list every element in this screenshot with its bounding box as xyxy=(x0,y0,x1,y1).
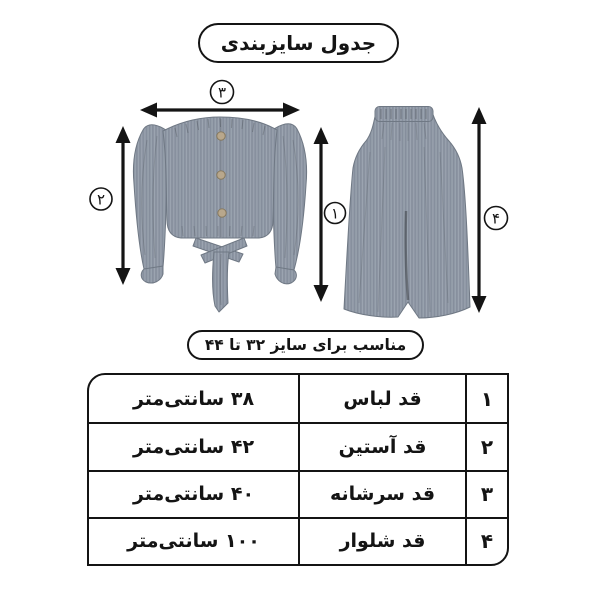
size-range-badge xyxy=(187,330,424,360)
page-title: جدول سایزبندی xyxy=(220,31,377,55)
blouse-button xyxy=(217,171,225,179)
blouse-left-sleeve xyxy=(133,125,168,269)
measure-circle-1 xyxy=(325,203,346,224)
row-number: ۴ xyxy=(465,519,507,564)
measure-circle-4 xyxy=(485,207,508,230)
measure-arrow-4 xyxy=(472,107,487,313)
measurement-name: قد سرشانه xyxy=(298,472,465,517)
table-row xyxy=(89,375,507,422)
size-range-text: مناسب برای سایز ۳۲ تا ۴۴ xyxy=(204,336,407,354)
pants-waistband xyxy=(375,107,433,122)
garment-diagram xyxy=(0,75,600,340)
blouse-button xyxy=(218,209,226,217)
measurement-value: ۴۰ سانتی‌متر xyxy=(132,483,255,506)
measurement-name: قد لباس xyxy=(298,375,465,422)
measure-circle-3 xyxy=(211,81,234,104)
row-number: ۳ xyxy=(465,472,507,517)
row-number: ۱ xyxy=(465,375,507,422)
measure-number-2: ۲ xyxy=(96,190,106,209)
measure-number-3: ۳ xyxy=(217,83,227,102)
table-row xyxy=(89,517,507,564)
measurement-name: قد شلوار xyxy=(298,519,465,564)
measure-circle-2 xyxy=(90,188,112,210)
measure-number-1: ۱ xyxy=(330,204,340,223)
measurement-value: ۴۲ سانتی‌متر xyxy=(132,435,255,458)
title-badge xyxy=(198,23,399,63)
size-table xyxy=(87,373,509,566)
row-number: ۲ xyxy=(465,424,507,469)
table-row xyxy=(89,470,507,517)
blouse-left-cuff xyxy=(141,266,163,283)
blouse-button xyxy=(217,132,225,140)
blouse-right-cuff xyxy=(275,267,296,284)
measurement-value: ۳۸ سانتی‌متر xyxy=(132,387,255,410)
table-row xyxy=(89,422,507,469)
measurement-name: قد آستین xyxy=(298,424,465,469)
measure-arrow-3 xyxy=(140,103,300,118)
pants-illustration xyxy=(344,107,470,319)
measure-number-4: ۴ xyxy=(491,209,501,228)
blouse-right-sleeve xyxy=(272,124,307,270)
measure-arrow-2 xyxy=(116,126,131,285)
measurement-value: ۱۰۰ سانتی‌متر xyxy=(127,530,260,553)
blouse-illustration xyxy=(133,117,306,312)
